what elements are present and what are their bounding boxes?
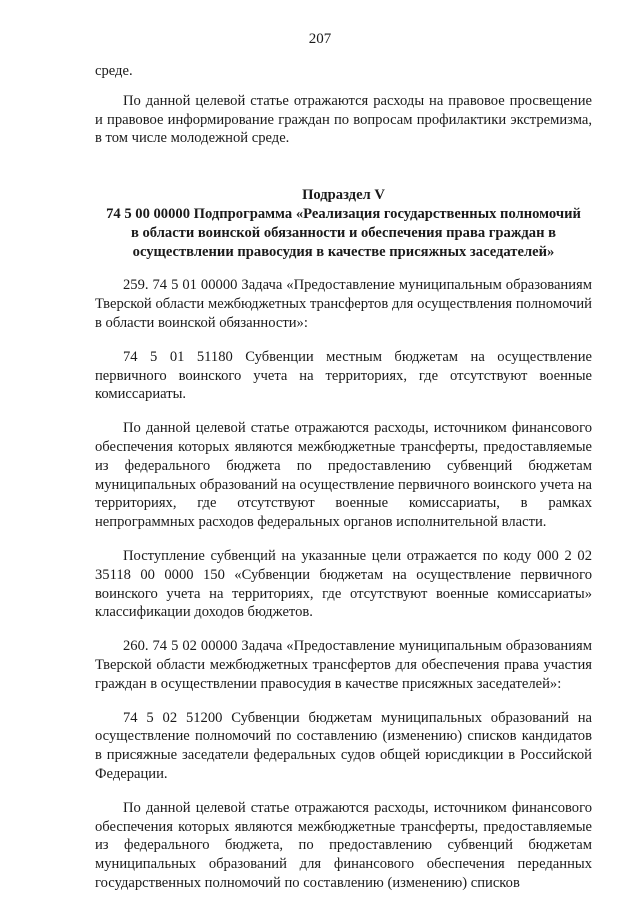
paragraph-260: 260. 74 5 02 00000 Задача «Предоставление муниципальным образованиям Тверской области межбюджетных трансфертов для обеспечения права участия граждан в осуществлении правосудия в качестве присяжных заседателей»: <box>95 638 592 692</box>
document-body <box>95 62 592 893</box>
intro-tail-text: среде. <box>95 63 133 79</box>
paragraph-expenses-51180: По данной целевой статье отражаются расходы, источником финансового обеспечения которых являются межбюджетные трансферты, предоставляемые из федерального бюджета по предоставлению субвенций бюджетам муниципальных образований на осуществление первичного воинского учета на территориях, где отсутствуют военные комиссариаты, в рамках непрограммных расходов федеральных органов исполнительной власти. <box>95 420 592 531</box>
page-number: 207 <box>308 31 332 47</box>
intro-paragraph: По данной целевой статье отражаются расходы на правовое просвещение и правовое информирование граждан по вопросам профилактики экстремизма, в том числе молодежной среде. <box>95 92 592 147</box>
paragraph-expenses-51200: По данной целевой статье отражаются расходы, источником финансового обеспечения которых являются межбюджетные трансферты, предоставляемые из федерального бюджета, по предоставлению субвенций бюджетам муниципальных образований для финансового обеспечения переданных государственных полномочий по составлению (изменению) списков <box>95 799 592 891</box>
subprogram-title: 74 5 00 00000 Подпрограмма «Реализация государственных полномочий в области воинской обязанности и обеспечения права граждан в осуществлении правосудия в качестве присяжных заседателей» <box>106 205 581 260</box>
paragraph-259: 259. 74 5 01 00000 Задача «Предоставление муниципальным образованиям Тверской области межбюджетных трансфертов для осуществления полномочий в области воинской обязанности»: <box>95 277 592 331</box>
section-heading: Подраздел V <box>302 187 385 204</box>
paragraph-51180: 74 5 01 51180 Субвенции местным бюджетам на осуществление первичного воинского учета на территориях, где отсутствуют военные комиссариаты. <box>95 348 592 403</box>
paragraph-51200: 74 5 02 51200 Субвенции бюджетам муниципальных образований на осуществление полномочий по составлению (изменению) списков кандидатов в присяжные заседатели федеральных судов общей юрисдикции в Российской Федерации. <box>95 709 592 782</box>
section-header <box>95 186 592 261</box>
paragraph-revenue-code: Поступление субвенций на указанные цели отражается по коду 000 2 02 35118 00 0000 150 «Субвенции бюджетам на осуществление первичного воинского учета на территориях, где отсутствуют военные комиссариаты» классификации доходов бюджетов. <box>95 547 592 621</box>
